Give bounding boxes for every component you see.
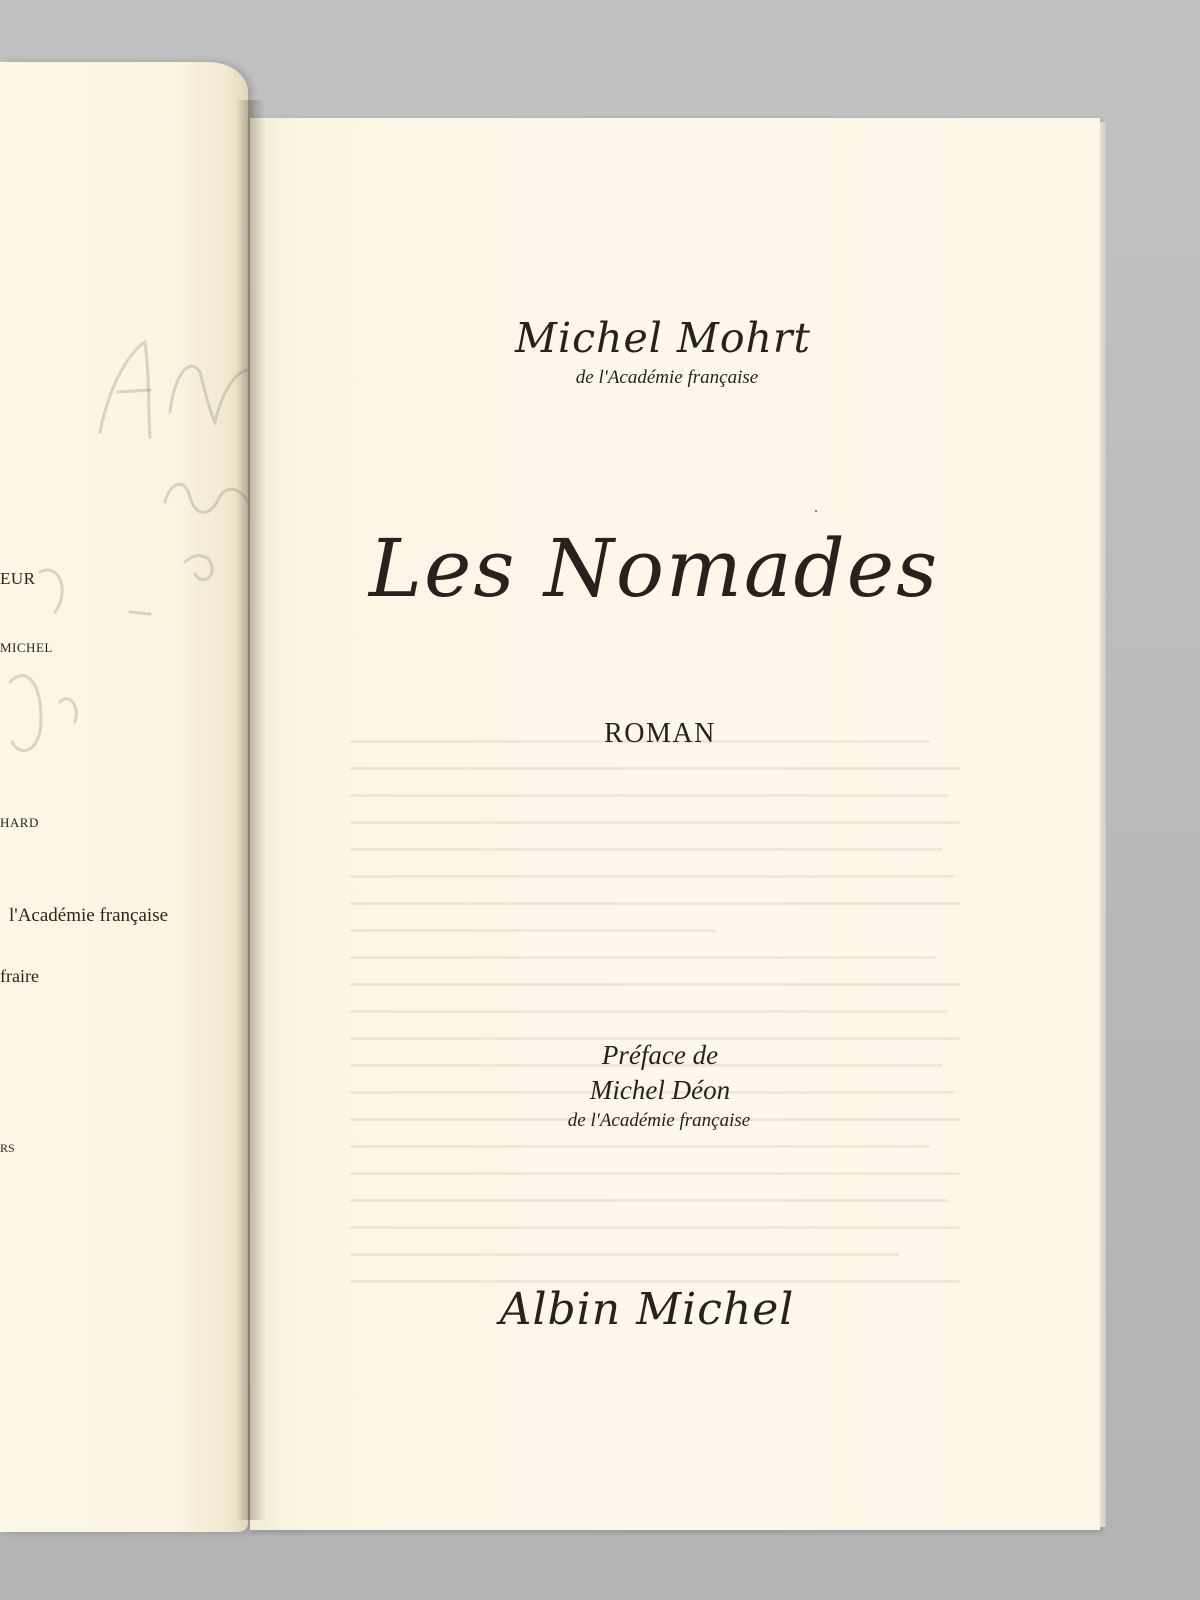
- left-page-line: HARD: [0, 815, 39, 830]
- left-page-line: MICHEL: [0, 640, 53, 655]
- author-name: Michel Mohrt: [514, 314, 812, 362]
- paper-speck: [815, 510, 817, 512]
- left-page-line: fraire: [0, 966, 39, 986]
- handwritten-dedication-ghost: [0, 262, 248, 822]
- page-edge: [1100, 122, 1106, 1527]
- preface-affiliation: de l'Académie française: [567, 1110, 751, 1131]
- left-page-line: EUR: [0, 569, 36, 588]
- left-page-line: RS: [0, 1141, 15, 1155]
- preface-label: Préface de: [601, 1040, 719, 1070]
- left-page-line: l'Académie française: [9, 905, 169, 926]
- genre-label: ROMAN: [604, 718, 716, 749]
- left-page: [0, 62, 248, 1532]
- book-title: Les Nomades: [368, 522, 940, 615]
- preface-author: Michel Déon: [589, 1075, 731, 1105]
- author-affiliation: de l'Académie française: [575, 367, 759, 388]
- publisher-name: Albin Michel: [499, 1284, 795, 1335]
